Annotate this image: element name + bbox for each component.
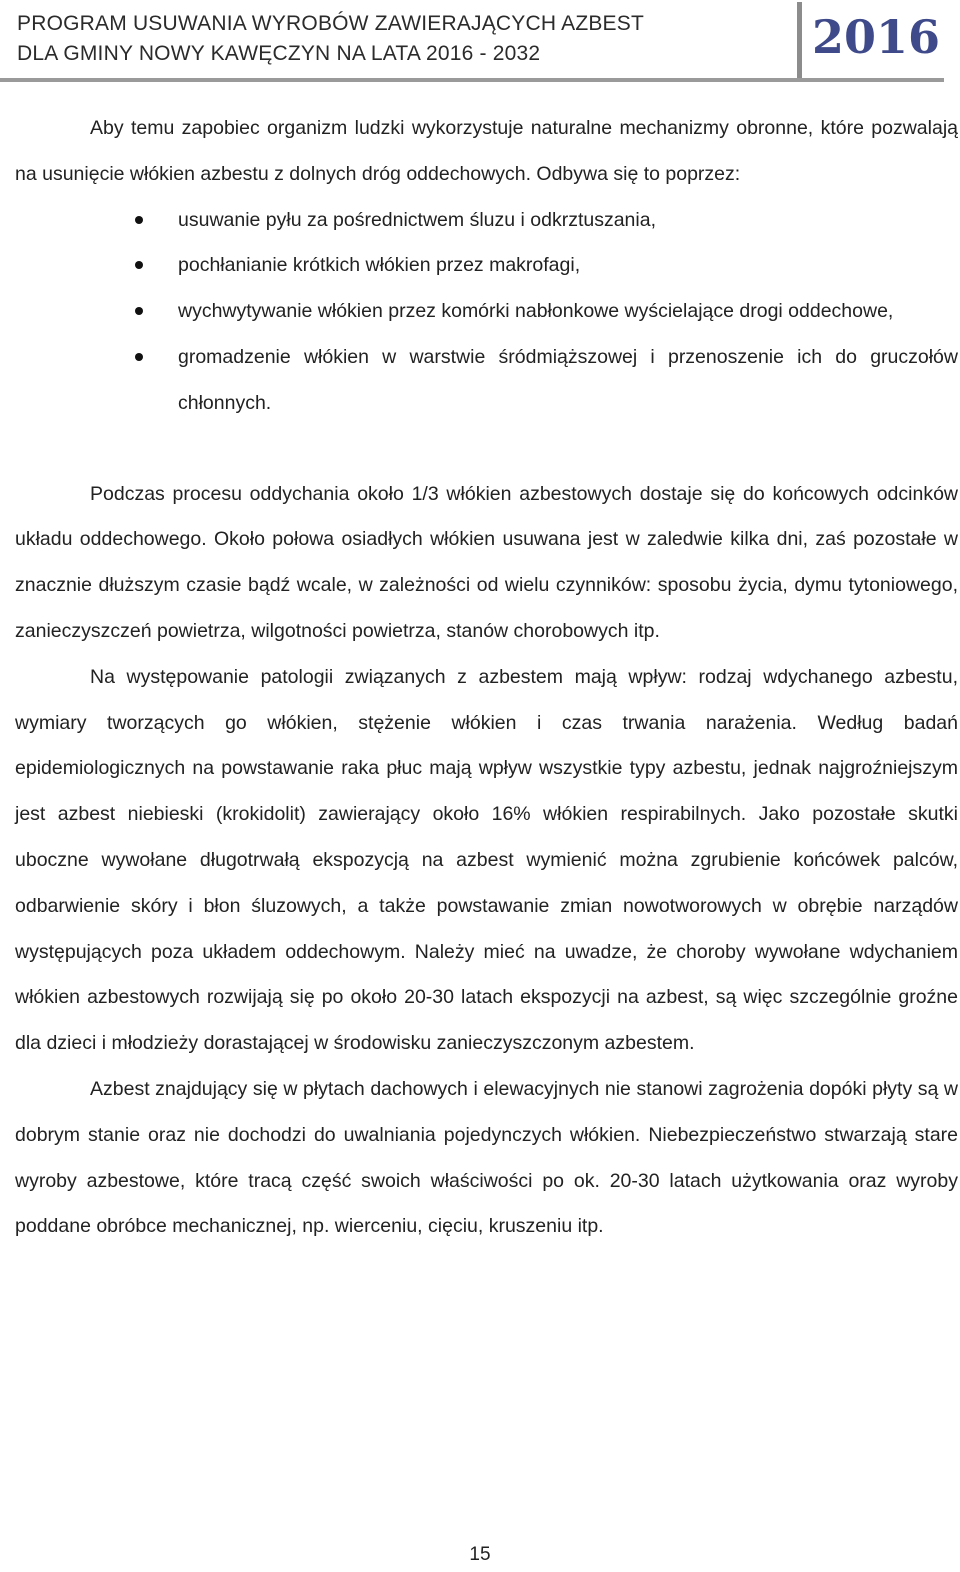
page-number: 15: [469, 1544, 491, 1565]
document-body: [15, 106, 958, 1250]
list-item-text: wychwytywanie włókien przez komórki nabłonkowe wyścielające drogi oddechowe,: [178, 300, 894, 323]
list-item: [178, 198, 958, 244]
header-title-line1: PROGRAM USUWANIA WYROBÓW ZAWIERAJĄCYCH AZBEST: [17, 12, 644, 35]
bullet-icon: [135, 307, 143, 315]
roofing-paragraph: Azbest znajdujący się w płytach dachowych i elewacyjnych nie stanowi zagrożenia dopóki płyty są w dobrym stanie oraz nie dochodzi do uwalniania pojedynczych włókien. Niebezpieczeństwo stwarzają stare wyroby azbestowe, które tracą część swoich właściwości po ok. 20-30 latach użytkowania oraz wyroby poddane obróbce mechanicznej, np. wierceniu, cięciu, kruszeniu itp.: [15, 1077, 958, 1238]
list-item-text: pochłanianie krótkich włókien przez makrofagi,: [178, 254, 581, 277]
header-rule: [0, 78, 944, 82]
paragraph-gap: [15, 427, 958, 472]
header-year: 2016: [812, 10, 941, 64]
intro-paragraph: Aby temu zapobiec organizm ludzki wykorzystuje naturalne mechanizmy obronne, które pozwalają na usunięcie włókien azbestu z dolnych dróg oddechowych. Odbywa się to poprzez:: [15, 117, 958, 185]
bullet-icon: [135, 216, 143, 224]
list-item-text: gromadzenie włókien w warstwie śródmiąższowej i przenoszenie ich do gruczołów chłonnych.: [178, 345, 958, 414]
breathing-paragraph: Podczas procesu oddychania około 1/3 włókien azbestowych dostaje się do końcowych odcinków układu oddechowego. Około połowa osiadłych włókien usuwana jest w zaledwie kilka dni, zaś pozostałe w znacznie dłuższym czasie bądź wcale, w zależności od wielu czynników: sposobu życia, dymu tytoniowego, zanieczyszczeń powietrza, wilgotności powietrza, stanów chorobowych itp.: [15, 482, 958, 642]
header-divider: [797, 2, 802, 80]
pathology-paragraph: Na występowanie patologii związanych z azbestem mają wpływ: rodzaj wdychanego azbestu, wymiary tworzących go włókien, stężenie włókien i czas trwania narażenia. Według badań epidemiologicznych na powstawanie raka płuc mają wpływ wszystkie typy azbestu, jednak najgroźniejszym jest azbest niebieski (krokidolit) zawierający około 16% włókien respirabilnych. Jako pozostałe skutki uboczne wywołane długotrwałą ekspozycją na azbest wymienić można zgrubienie końcówek palców, odbarwienie skóry i błon śluzowych, a także powstawanie zmian nowotworowych w obrębie narządów występujących poza układem oddechowym. Należy mieć na uwadze, że choroby wywołane wdychaniem włókien azbestowych rozwijają się po około 20-30 latach ekspozycji na azbest, są więc szczególnie groźne dla dzieci i młodzieży dorastającej w środowisku zanieczyszczonym azbestem.: [15, 665, 958, 1055]
bullet-icon: [135, 261, 143, 269]
list-item: [178, 289, 958, 335]
list-item: [178, 335, 958, 427]
list-item: [178, 243, 958, 289]
list-item-text: usuwanie pyłu za pośrednictwem śluzu i odkrztuszania,: [178, 208, 656, 231]
bullet-icon: [135, 353, 143, 361]
header-title-line2: DLA GMINY NOWY KAWĘCZYN NA LATA 2016 - 2032: [17, 42, 541, 65]
defense-mechanisms-list: [15, 198, 958, 427]
page-header: [0, 0, 960, 82]
